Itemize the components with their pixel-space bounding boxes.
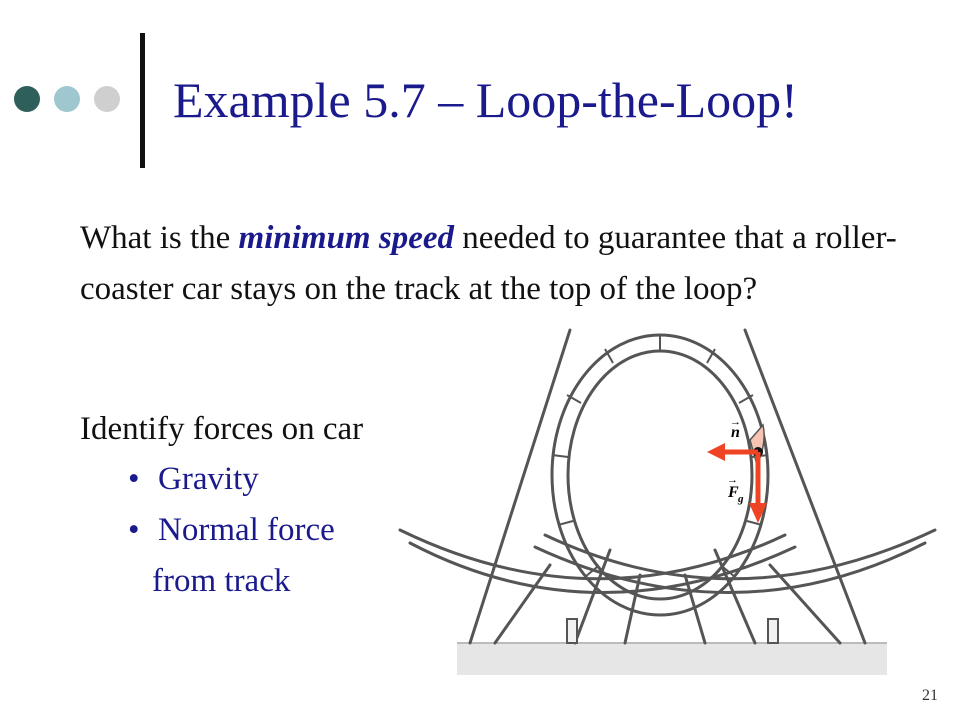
force-label: from track bbox=[152, 563, 291, 599]
question-after: needed to guarantee that a roller-coaster car stays on the track at the top of the loop? bbox=[80, 220, 897, 307]
force-item-continuation bbox=[128, 556, 335, 607]
page-number: 21 bbox=[922, 687, 938, 704]
force-list bbox=[128, 454, 335, 607]
slide-title: Example 5.7 – Loop-the-Loop! bbox=[173, 72, 798, 128]
gravity-force-label: F bbox=[728, 484, 739, 501]
normal-force-label: n bbox=[731, 424, 740, 441]
gravity-force-subscript: g bbox=[738, 493, 744, 505]
track-structure bbox=[400, 330, 935, 643]
normal-force-arrowhead bbox=[707, 443, 725, 461]
force-item-normal bbox=[128, 505, 335, 556]
force-item-gravity bbox=[128, 454, 335, 505]
force-label: Gravity bbox=[158, 461, 259, 497]
vector-arrow-glyph: → bbox=[727, 474, 738, 486]
bullet-glyph: • bbox=[128, 461, 140, 497]
loop-ties bbox=[552, 335, 768, 577]
roller-coaster-loop-figure bbox=[395, 325, 940, 680]
question-text bbox=[80, 213, 940, 315]
question-before: What is the bbox=[80, 220, 239, 256]
decor-dot-gray bbox=[94, 86, 120, 112]
question-emphasis: minimum speed bbox=[238, 220, 454, 256]
base-right bbox=[768, 619, 778, 643]
title-divider bbox=[140, 33, 145, 168]
base-left bbox=[567, 619, 577, 643]
forces-heading: Identify forces on car bbox=[80, 411, 364, 447]
vector-arrow-glyph: → bbox=[730, 416, 741, 428]
decor-dot-dark bbox=[14, 86, 40, 112]
bullet-glyph: • bbox=[128, 512, 140, 548]
ground bbox=[457, 643, 887, 675]
decor-dot-teal bbox=[54, 86, 80, 112]
force-label: Normal force bbox=[158, 512, 335, 548]
